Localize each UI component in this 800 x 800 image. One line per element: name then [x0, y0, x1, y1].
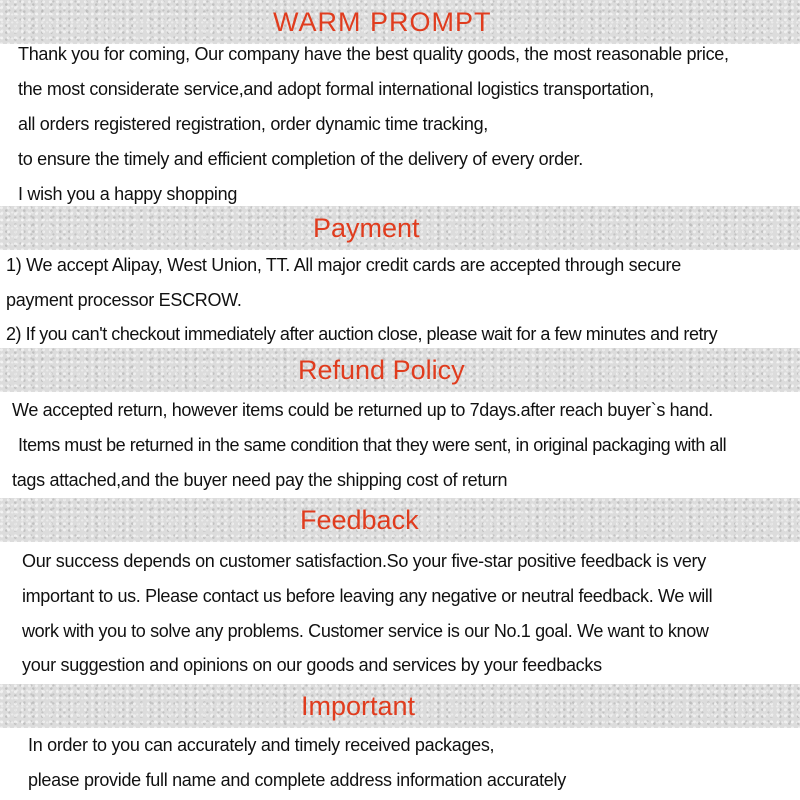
warm-prompt-line: the most considerate service,and adopt formal international logistics transportation, [18, 79, 654, 99]
payment-line: 1) We accept Alipay, West Union, TT. All major credit cards are accepted through secure [6, 255, 681, 275]
refund-policy-banner [0, 348, 800, 392]
refund-policy-line: tags attached,and the buyer need pay the shipping cost of return [12, 470, 508, 490]
important-line: In order to you can accurately and timely received packages, [28, 735, 495, 755]
payment-line: 2) If you can't checkout immediately after auction close, please wait for a few minutes and retry [6, 324, 718, 344]
refund-policy-heading: Refund Policy [298, 354, 465, 385]
refund-policy-line: Items must be returned in the same condition that they were sent, in original packaging with all [18, 435, 727, 455]
warm-prompt-banner [0, 0, 800, 44]
payment-banner [0, 206, 800, 250]
feedback-banner [0, 498, 800, 542]
important-line: please provide full name and complete address information accurately [28, 770, 566, 790]
feedback-heading: Feedback [300, 504, 419, 535]
warm-prompt-line: all orders registered registration, order dynamic time tracking, [18, 114, 488, 134]
important-heading: Important [301, 690, 416, 721]
warm-prompt-line: I wish you a happy shopping [18, 184, 238, 204]
feedback-line: work with you to solve any problems. Customer service is our No.1 goal. We want to know [22, 621, 709, 641]
warm-prompt-heading: WARM PROMPT [273, 6, 492, 37]
feedback-line: Our success depends on customer satisfaction.So your five-star positive feedback is very [22, 551, 706, 571]
warm-prompt-line: Thank you for coming, Our company have the best quality goods, the most reasonable price, [18, 44, 729, 64]
feedback-line: important to us. Please contact us before leaving any negative or neutral feedback. We will [22, 586, 713, 606]
feedback-line: your suggestion and opinions on our goods and services by your feedbacks [22, 655, 602, 675]
refund-policy-line: We accepted return, however items could be returned up to 7days.after reach buyer`s hand. [12, 400, 713, 420]
warm-prompt-line: to ensure the timely and efficient completion of the delivery of every order. [18, 149, 583, 169]
payment-heading: Payment [313, 212, 420, 243]
important-banner [0, 684, 800, 728]
payment-line: payment processor ESCROW. [6, 290, 242, 310]
